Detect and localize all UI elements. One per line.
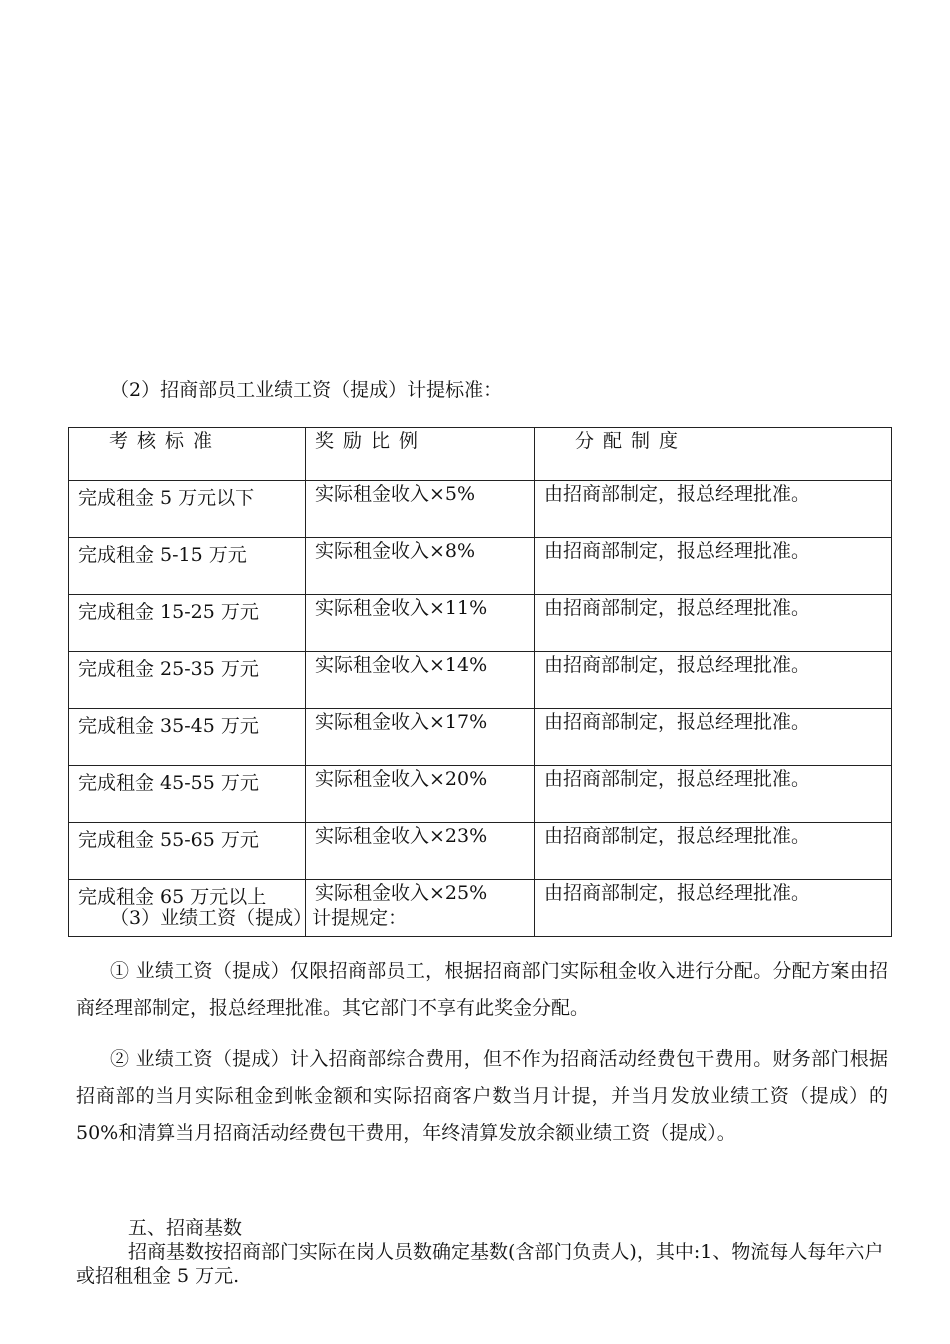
- header-standard: 考核标准: [69, 428, 306, 481]
- table-row: [69, 766, 892, 823]
- table-row: [69, 481, 892, 538]
- table-row: [69, 652, 892, 709]
- cell-system: 由招商部制定，报总经理批准。: [535, 595, 892, 652]
- table-row: [69, 823, 892, 880]
- cell-ratio: 实际租金收入×20%: [306, 766, 535, 823]
- cell-system: 由招商部制定，报总经理批准。: [535, 880, 892, 937]
- cell-system: 由招商部制定，报总经理批准。: [535, 709, 892, 766]
- cell-standard: 完成租金 5-15 万元: [69, 538, 306, 595]
- cell-standard: 完成租金 25-35 万元: [69, 652, 306, 709]
- cell-system: 由招商部制定，报总经理批准。: [535, 652, 892, 709]
- section-5-heading: 五、招商基数: [128, 1217, 243, 1239]
- table-row: [69, 709, 892, 766]
- cell-standard: 完成租金 55-65 万元: [69, 823, 306, 880]
- cell-ratio: 实际租金收入×23%: [306, 823, 535, 880]
- cell-system: 由招商部制定，报总经理批准。: [535, 823, 892, 880]
- section-3-heading: （3）业绩工资（提成）计提规定：: [110, 907, 408, 929]
- table-row: [69, 595, 892, 652]
- table-row: [69, 538, 892, 595]
- cell-system: 由招商部制定，报总经理批准。: [535, 538, 892, 595]
- cell-ratio: 实际租金收入×14%: [306, 652, 535, 709]
- cell-ratio: 实际租金收入×11%: [306, 595, 535, 652]
- cell-ratio: 实际租金收入×25%: [306, 880, 535, 937]
- cell-standard: 完成租金 65 万元以上: [69, 880, 306, 937]
- cell-ratio: 实际租金收入×5%: [306, 481, 535, 538]
- header-ratio: 奖励比例: [306, 428, 535, 481]
- cell-standard: 完成租金 15-25 万元: [69, 595, 306, 652]
- cell-system: 由招商部制定，报总经理批准。: [535, 766, 892, 823]
- header-system: 分配制度: [535, 428, 892, 481]
- cell-system: 由招商部制定，报总经理批准。: [535, 481, 892, 538]
- cell-standard: 完成租金 45-55 万元: [69, 766, 306, 823]
- section-2-heading: （2）招商部员工业绩工资（提成）计提标准：: [110, 379, 503, 401]
- table-header-row: [69, 428, 892, 481]
- cell-standard: 完成租金 35-45 万元: [69, 709, 306, 766]
- cell-ratio: 实际租金收入×8%: [306, 538, 535, 595]
- section-5-text: 招商基数按招商部门实际在岗人员数确定基数(含部门负责人)，其中:1、物流每人每年六户或招租租金 5 万元.: [76, 1241, 884, 1287]
- commission-rate-table: [68, 427, 892, 937]
- cell-ratio: 实际租金收入×17%: [306, 709, 535, 766]
- rule-item-2: ② 业绩工资（提成）计入招商部综合费用，但不作为招商活动经费包干费用。财务部门根据招商部的当月实际租金到帐金额和实际招商客户数当月计提，并当月发放业绩工资（提成）的 50%和清算当月招商活动经费包干费用，年终清算发放余额业绩工资（提成）。: [76, 1048, 888, 1144]
- cell-standard: 完成租金 5 万元以下: [69, 481, 306, 538]
- rule-item-1: ① 业绩工资（提成）仅限招商部员工，根据招商部门实际租金收入进行分配。分配方案由招商经理部制定，报总经理批准。其它部门不享有此奖金分配。: [76, 960, 888, 1019]
